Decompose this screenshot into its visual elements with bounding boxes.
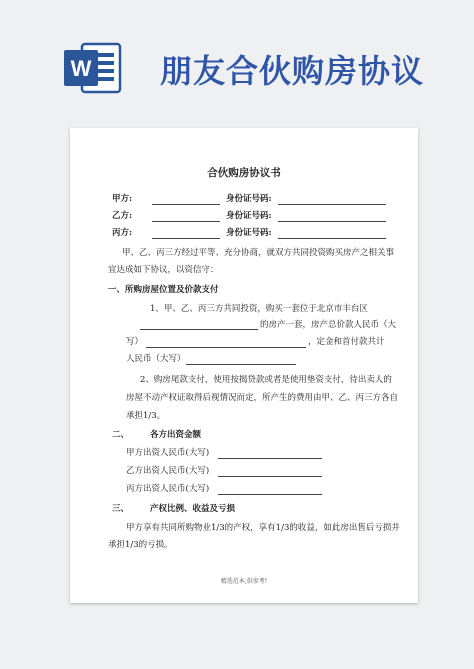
section3-body-line1: 甲方享有共同所购物业1/3的产权，享有1/3的收益，如此房出售后亏损并 <box>126 523 400 533</box>
section1-p1-line3: 写） <box>126 337 144 347</box>
section1-p1-line2: 的房产一套，房产总价款人民币（大 <box>260 320 397 330</box>
party-a-id-label: 身份证号码: <box>226 194 272 204</box>
party-c-label: 丙方: <box>112 228 133 238</box>
party-b-id-field[interactable] <box>278 221 386 222</box>
section3-heading: 产权比例、收益及亏损 <box>150 504 236 514</box>
party-b-id-label: 身份证号码: <box>226 211 272 221</box>
party-c-id-field[interactable] <box>278 238 386 239</box>
section1-heading: 一、所购房屋位置及价款支付 <box>108 285 219 295</box>
page-footer: 精选范本,供参考! <box>220 578 268 585</box>
party-b-name-field[interactable] <box>152 221 220 222</box>
section1-p2-line1: 2、购房尾款支付，使用按揭贷款或者是使用垫资支付，待出卖人的 <box>140 375 392 385</box>
section1-p1-line1: 1、甲、乙、丙三方共同投资，购买一套位于北京市丰台区 <box>150 304 368 314</box>
party-a-id-field[interactable] <box>278 204 386 205</box>
contribution-a-field[interactable] <box>218 458 322 459</box>
contribution-a-label: 甲方出资人民币(大写) <box>126 448 210 458</box>
contribution-b-label: 乙方出资人民币(大写) <box>126 466 210 476</box>
contribution-c-label: 丙方出资人民币(大写) <box>126 484 210 494</box>
section1-p1-line5: 人民币（大写） <box>126 354 186 364</box>
party-a-label: 甲方: <box>112 194 133 204</box>
document-title: 合伙购房协议书 <box>207 167 281 179</box>
logo-letter: W <box>70 56 92 81</box>
section3-body-line2: 承担1/3的亏损。 <box>108 540 173 550</box>
section3-number: 三、 <box>112 504 130 514</box>
intro-line-2: 宜达成如下协议，以资信守： <box>108 265 219 275</box>
intro-line-1: 甲、乙、丙三方经过平等、充分协商，就双方共同投资购买房产之相关事 <box>122 248 395 258</box>
contribution-b-field[interactable] <box>218 476 322 477</box>
banner-title: 朋友合伙购房协议 <box>160 52 425 90</box>
section1-p2-line3: 承担1/3。 <box>126 411 166 421</box>
total-price-field[interactable] <box>146 347 306 348</box>
contribution-c-field[interactable] <box>218 494 322 495</box>
deposit-amount-field[interactable] <box>186 364 296 365</box>
party-c-id-label: 身份证号码: <box>226 228 272 238</box>
section1-p2-line2: 房屋不动产权证取得后视情况而定，所产生的费用由甲、乙、丙三方各自 <box>126 393 399 403</box>
party-a-name-field[interactable] <box>152 204 220 205</box>
property-address-field[interactable] <box>140 329 258 330</box>
word-logo-icon <box>60 36 124 100</box>
party-b-label: 乙方: <box>112 211 133 221</box>
document-page <box>70 128 418 603</box>
section2-number: 二、 <box>112 430 130 440</box>
section2-heading: 各方出资金额 <box>150 430 202 440</box>
section1-p1-line4: ，定金和首付款共计 <box>308 337 385 347</box>
party-c-name-field[interactable] <box>152 238 220 239</box>
